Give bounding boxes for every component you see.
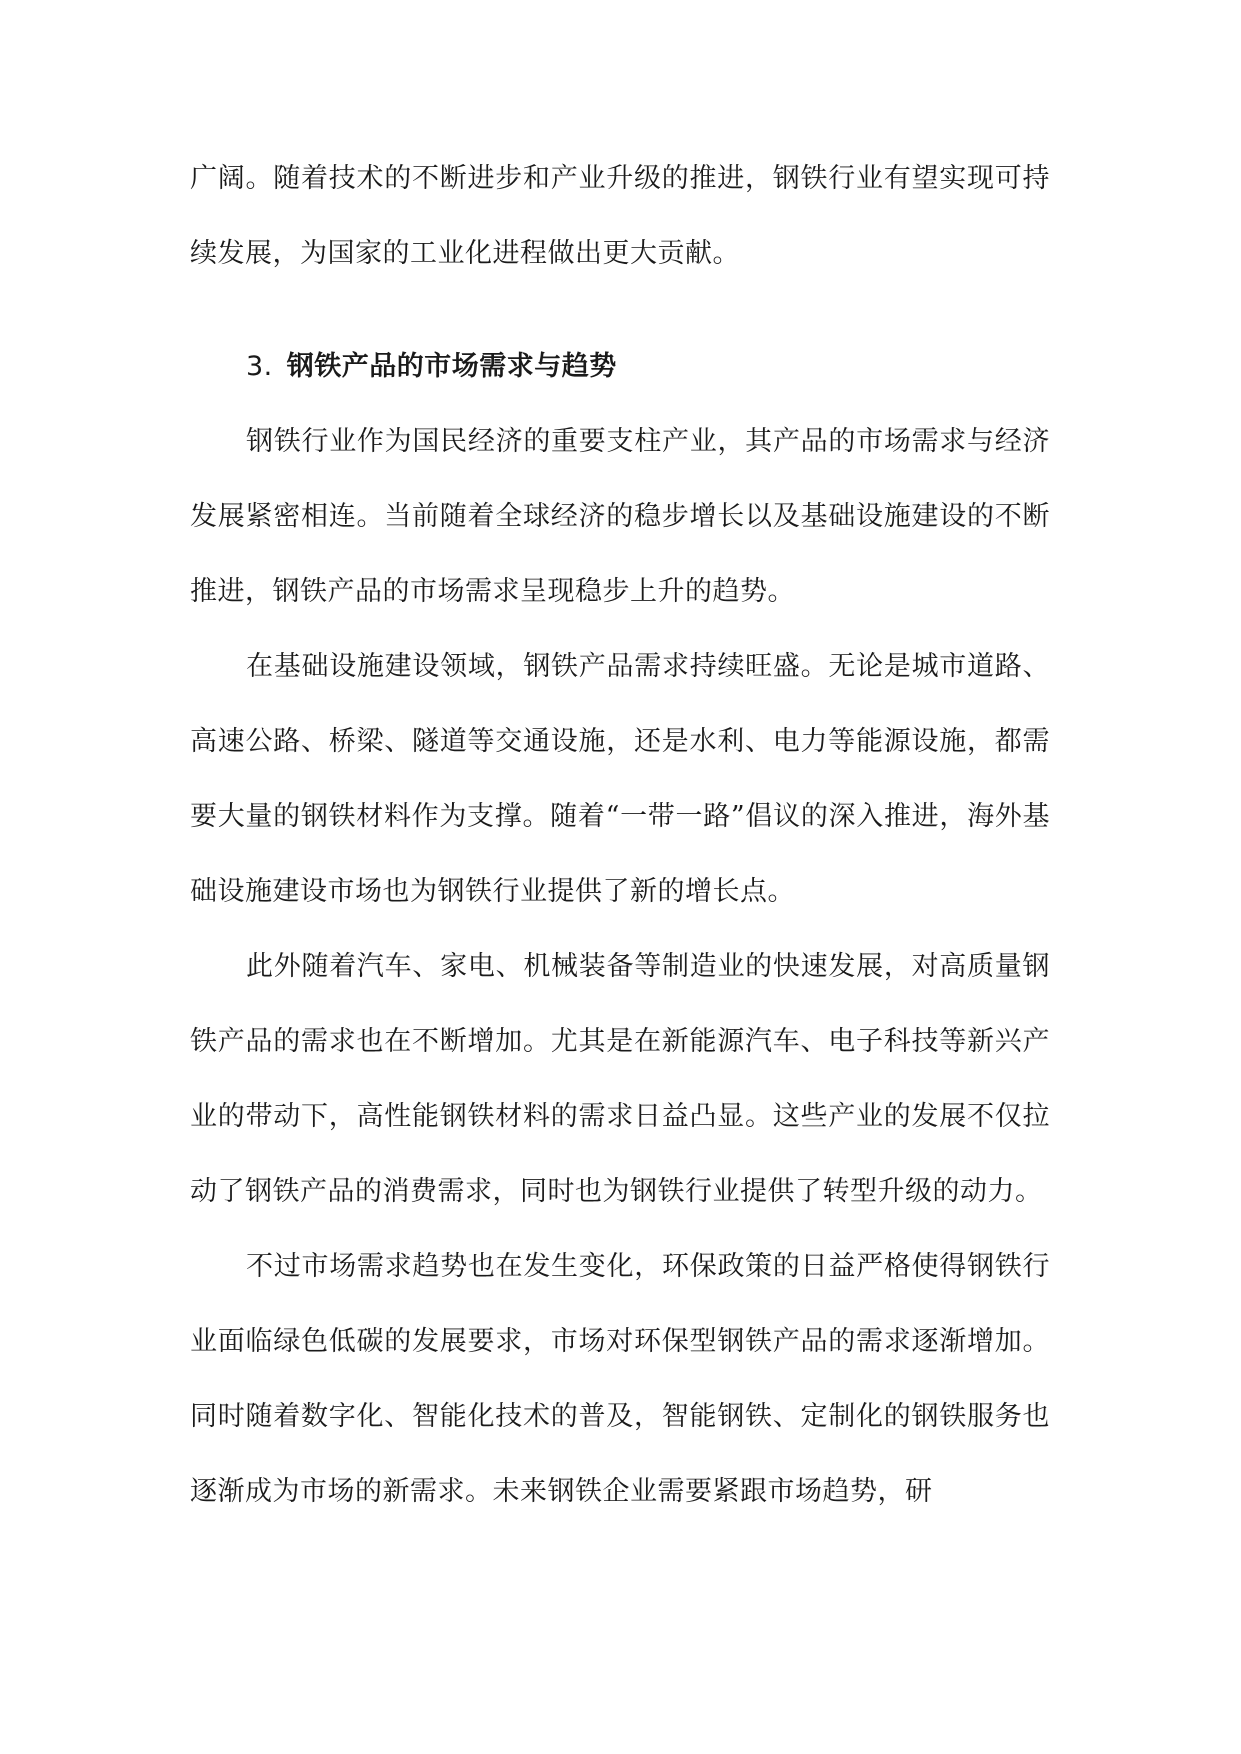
continued-paragraph: 广阔。随着技术的不断进步和产业升级的推进，钢铁行业有望实现可持续发展，为国家的工业化进程做出更大贡献。	[190, 163, 1050, 269]
section-number: 3.	[246, 351, 273, 382]
paragraph-manufacturing: 此外随着汽车、家电、机械装备等制造业的快速发展，对高质量钢铁产品的需求也在不断增加。尤其是在新能源汽车、电子科技等新兴产业的带动下，高性能钢铁材料的需求日益凸显。这些产业的发展不仅拉动了钢铁产品的消费需求，同时也为钢铁行业提供了转型升级的动力。	[190, 951, 1050, 1207]
paragraph-trend-change: 不过市场需求趋势也在发生变化，环保政策的日益严格使得钢铁行业面临绿色低碳的发展要求，市场对环保型钢铁产品的需求逐渐增加。同时随着数字化、智能化技术的普及，智能钢铁、定制化的钢铁服务也逐渐成为市场的新需求。未来钢铁企业需要紧跟市场趋势，研	[190, 1251, 1050, 1507]
paragraph-market-overview: 钢铁行业作为国民经济的重要支柱产业，其产品的市场需求与经济发展紧密相连。当前随着全球经济的稳步增长以及基础设施建设的不断推进，钢铁产品的市场需求呈现稳步上升的趋势。	[190, 426, 1050, 607]
page-content	[190, 141, 1050, 1529]
paragraph-infrastructure: 在基础设施建设领域，钢铁产品需求持续旺盛。无论是城市道路、高速公路、桥梁、隧道等交通设施，还是水利、电力等能源设施，都需要大量的钢铁材料作为支撑。随着“一带一路”倡议的深入推进，海外基础设施建设市场也为钢铁行业提供了新的增长点。	[190, 651, 1050, 907]
section-heading	[190, 329, 1050, 404]
section-title: 钢铁产品的市场需求与趋势	[286, 351, 617, 382]
